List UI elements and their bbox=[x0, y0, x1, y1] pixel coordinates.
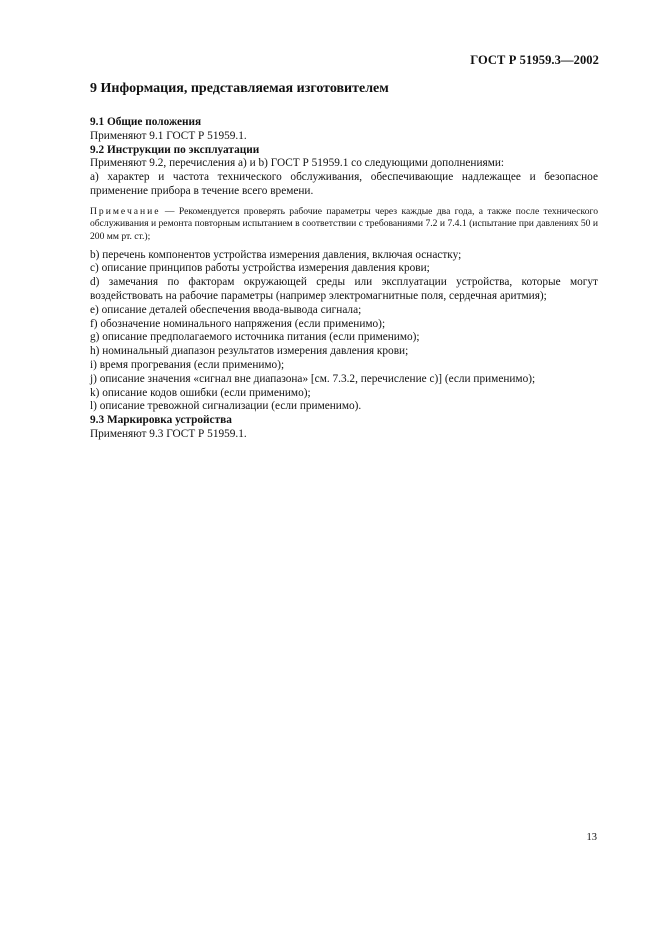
list-item-j: j) описание значения «сигнал вне диапазона» [см. 7.3.2, перечисление с)] (если применимо); bbox=[90, 372, 536, 385]
note-text: — Рекомендуется проверять рабочие параметры через каждые два года, а также после технического обслуживания и ремонта повторным испытанием в соответствии с требованиями 7.2 и 7.4.1 (испытание при давлениях 50 и 200 мм рт. ст.); bbox=[90, 205, 598, 242]
subsection-9-2-heading: 9.2 Инструкции по эксплуатации bbox=[90, 143, 260, 156]
subsection-9-3-text: Применяют 9.3 ГОСТ Р 51959.1. bbox=[90, 427, 247, 440]
list-item-a bbox=[0, 171, 598, 199]
document-code-header: ГОСТ Р 51959.3—2002 bbox=[470, 53, 599, 67]
subsection-9-2-intro: Применяют 9.2, перечисления a) и b) ГОСТ Р 51959.1 со следующими дополнениями: bbox=[90, 157, 505, 170]
section-body bbox=[90, 116, 598, 442]
list-item-i: i) время прогревания (если применимо); bbox=[90, 358, 285, 371]
list-item-c: c) описание принципов работы устройства измерения давления крови; bbox=[90, 262, 430, 275]
list-item-l: l) описание тревожной сигнализации (если применимо). bbox=[90, 400, 362, 413]
list-item-e: e) описание деталей обеспечения ввода-вывода сигнала; bbox=[90, 303, 362, 316]
list-item-h: h) номинальный диапазон результатов измерения давления крови; bbox=[90, 345, 409, 358]
note-block bbox=[90, 206, 598, 244]
list-item-k: k) описание кодов ошибки (если применимо); bbox=[90, 386, 311, 399]
note-label: Примечание bbox=[90, 205, 161, 217]
subsection-9-1-text: Применяют 9.1 ГОСТ Р 51959.1. bbox=[90, 129, 247, 142]
list-item-g: g) описание предполагаемого источника питания (если применимо); bbox=[90, 331, 420, 344]
list-item-f: f) обозначение номинального напряжения (если применимо); bbox=[90, 317, 386, 330]
subsection-9-3-heading: 9.3 Маркировка устройства bbox=[90, 414, 232, 427]
list-item-b: b) перечень компонентов устройства измерения давления, включая оснастку; bbox=[90, 248, 462, 261]
list-item-d: d) замечания по факторам окружающей среды или эксплуатации устройства, которые могут воздействовать на рабочие параметры (например электромагнитные поля, сердечная аритмия); bbox=[90, 276, 598, 302]
subsection-9-1-heading: 9.1 Общие положения bbox=[90, 116, 202, 128]
page-number: 13 bbox=[586, 832, 597, 843]
list-item-a-text: a) характер и частота технического обслуживания, обеспечивающие надлежащее и безопасное применение прибора в течение всего времени. bbox=[90, 171, 598, 197]
section-title: 9 Информация, представляемая изготовителем bbox=[90, 81, 389, 96]
page-content bbox=[90, 80, 598, 442]
